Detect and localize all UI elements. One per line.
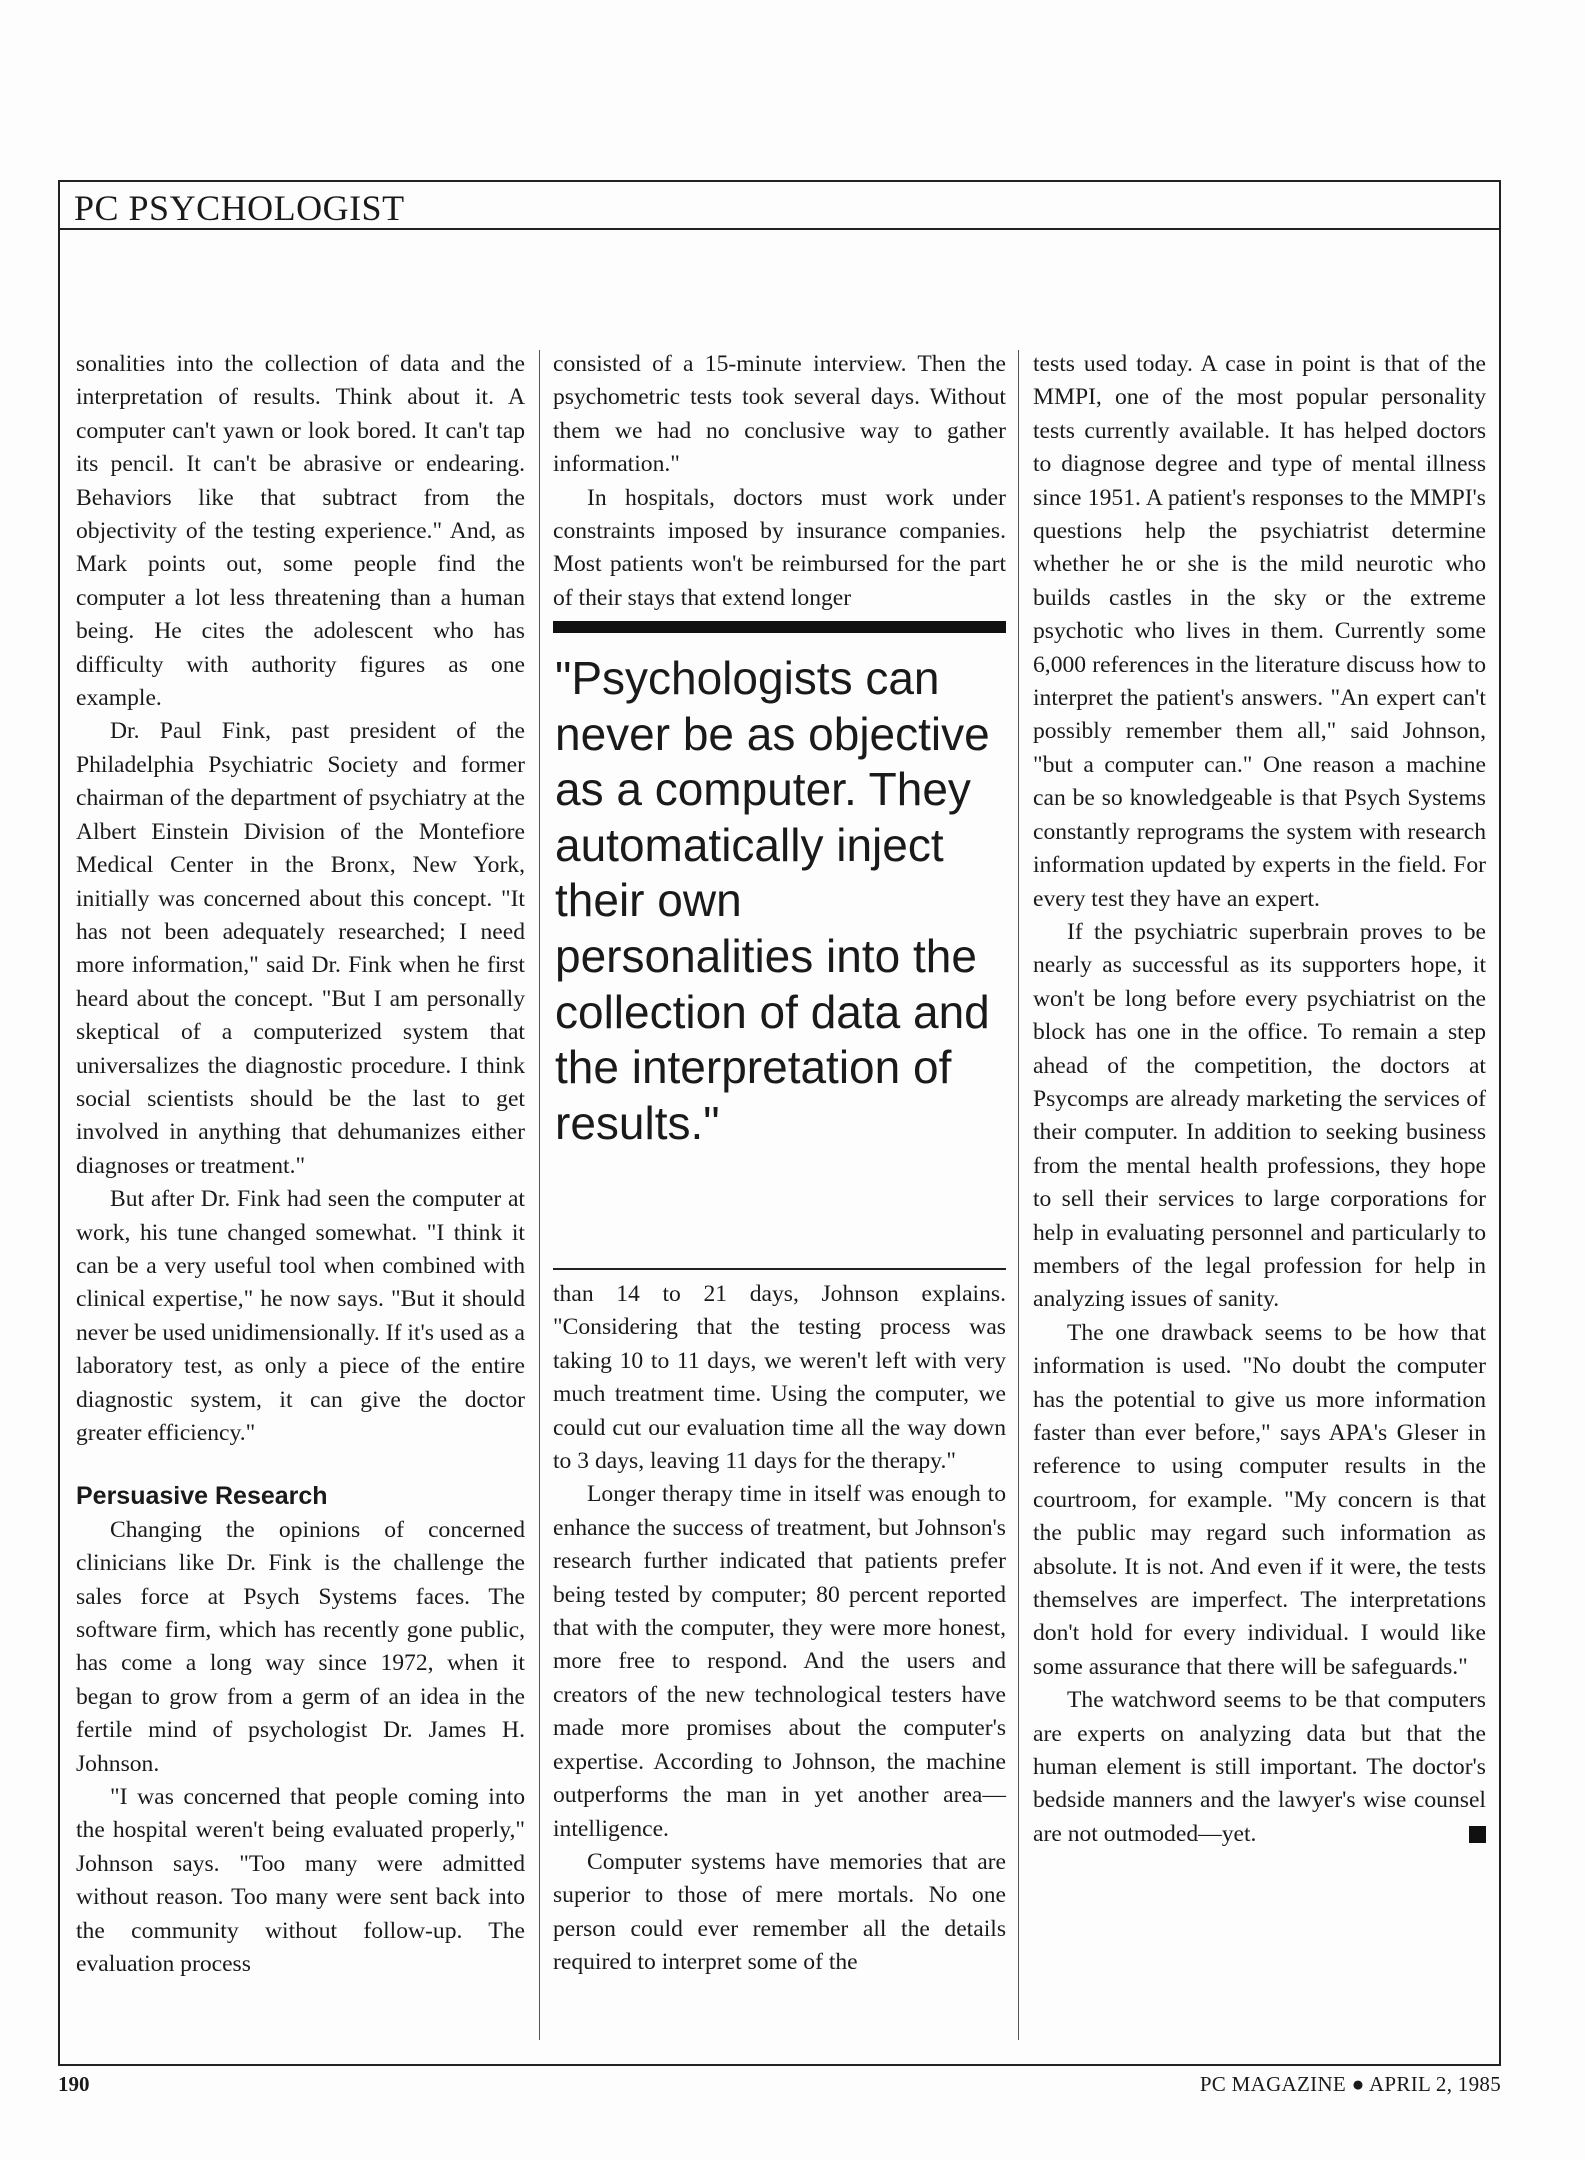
paragraph: But after Dr. Fink had seen the computer at work, his tune changed somewhat. "I think it can be a very useful tool when combined with clinical expertise," he now says. "But it should never be used unidimensionally. If it's used as a laboratory test, as only a piece of the entire diagnostic system, it can give the doctor greater efficiency." [76,1186,525,1446]
article-column-3 [1033,348,1486,1851]
pullquote-bottom-rule [553,1268,1006,1270]
paragraph: Dr. Paul Fink, past president of the Philadelphia Psychiatric Society and former chairman of the department of psychiatry at the Albert Einstein Division of the Montefiore Medical Center in the Bronx, New York, initially was concerned about this concept. "It has not been adequately researched; I need more information," said Dr. Fink when he first heard about the concept. "But I am personally skeptical of a computerized system that universalizes the diagnostic procedure. I think social scientists should be the last to get involved in anything that dehumanizes either diagnoses or treatment." [76,718,525,1179]
section-title: PC PSYCHOLOGIST [74,188,405,228]
paragraph: Changing the opinions of concerned clinicians like Dr. Fink is the challenge the sales force at Psych Systems faces. The software firm, which has recently gone public, has come a long way since 1972, when it began to grow from a germ of an idea in the fertile mind of psychologist Dr. James H. Johnson. [76,1516,525,1777]
paragraph: If the psychiatric superbrain proves to be nearly as successful as its supporters hope, it won't be long before every psychiatrist on the block has one in the office. To remain a step ahead of the competition, the doctors at Psycomps are already marketing the services of their computer. In addition to seeking business from the mental health professions, they hope to sell their services to large corporations for help in evaluating personnel and particularly to members of the legal profession for help in analyzing issues of sanity. [1033,918,1486,1313]
column-divider [1018,350,1019,2040]
paragraph: Computer systems have memories that are superior to those of mere mortals. No one person could ever remember all the details required to interpret some of the [553,1848,1006,1976]
paragraph: consisted of a 15-minute interview. Then the psychometric tests took several days. Without them we had no conclusive way to gather information." [553,351,1006,478]
paragraph-text: The watchword seems to be that computers are experts on analyzing data but that the human element is still important. The doctor's bedside manners and the lawyer's wise counsel are not outmoded—yet. [1033,1687,1486,1847]
paragraph: sonalities into the collection of data and the interpretation of results. Think about it. A computer can't yawn or look bored. It can't tap its pencil. It can't be abrasive or endearing. Behaviors like that subtract from the objectivity of the testing experience." And, as Mark points out, some people find the computer a lot less threatening than a human being. He cites the adolescent who has difficulty with authority figures as one example. [76,351,525,712]
publication-footer: PC MAGAZINE ● APRIL 2, 1985 [1199,2072,1501,2096]
paragraph: In hospitals, doctors must work under constraints imposed by insurance companies. Most patients won't be reimbursed for the part of their stays that extend longer [553,484,1006,611]
paragraph: tests used today. A case in point is that of the MMPI, one of the most popular personality tests currently available. It has helped doctors to diagnose degree and type of mental illness since 1951. A patient's responses to the MMPI's questions help the psychiatrist determine whether he or she is the mild neurotic who builds castles in the sky or the extreme psychotic who lives in them. Currently some 6,000 references in the literature discuss how to interpret the patient's answers. "An expert can't possibly remember them all," said Johnson, "but a computer can." One reason a machine can be so knowledgeable is that Psych Systems constantly reprograms the system with research information updated by experts in the field. For every test they have an expert. [1033,351,1486,912]
page-number: 190 [58,2072,90,2096]
article-column-2-continued [553,1278,1006,1980]
paragraph: than 14 to 21 days, Johnson explains. "Considering that the testing process was taking 10 to 11 days, we weren't left with very much treatment time. Using the computer, we could cut our evaluation time all the way down to 3 days, leaving 11 days for the therapy." [553,1281,1006,1475]
article-column-1 [76,348,525,1982]
paragraph: Longer therapy time in itself was enough to enhance the success of treatment, but Johnson's research further indicated that patients prefer being tested by computer; 80 percent reported that with the computer, they were more honest, more free to respond. And the users and creators of the new technological testers have made more promises about the computer's expertise. According to Johnson, the machine outperforms the man in yet another area—intelligence. [553,1481,1006,1842]
paragraph: The one drawback seems to be how that information is used. "No doubt the computer has the potential to give us more information faster than ever before," says APA's Gleser in reference to using computer results in the courtroom, for example. "My concern is that the public may regard such information as absolute. It is not. And even if it were, the tests themselves are imperfect. The interpretations don't hold for every individual. I would like some assurance that there will be safeguards." [1033,1319,1486,1680]
section-header [60,182,1499,230]
end-of-article-mark [1469,1826,1486,1843]
paragraph [1033,1684,1486,1851]
pull-quote: "Psychologists can never be as objective as a computer. They automatically inject their own personalities into the collection of data and the interpretation of results." [555,652,990,1149]
subheading: Persuasive Research [76,1482,328,1511]
article-column-2 [553,348,1006,615]
paragraph: "I was concerned that people coming into the hospital weren't being evaluated properly," Johnson says. "Too many were admitted without reason. Too many were sent back into the community without follow-up. The evaluation process [76,1784,525,1978]
pullquote-top-rule [553,621,1006,633]
column-divider [539,350,540,2040]
